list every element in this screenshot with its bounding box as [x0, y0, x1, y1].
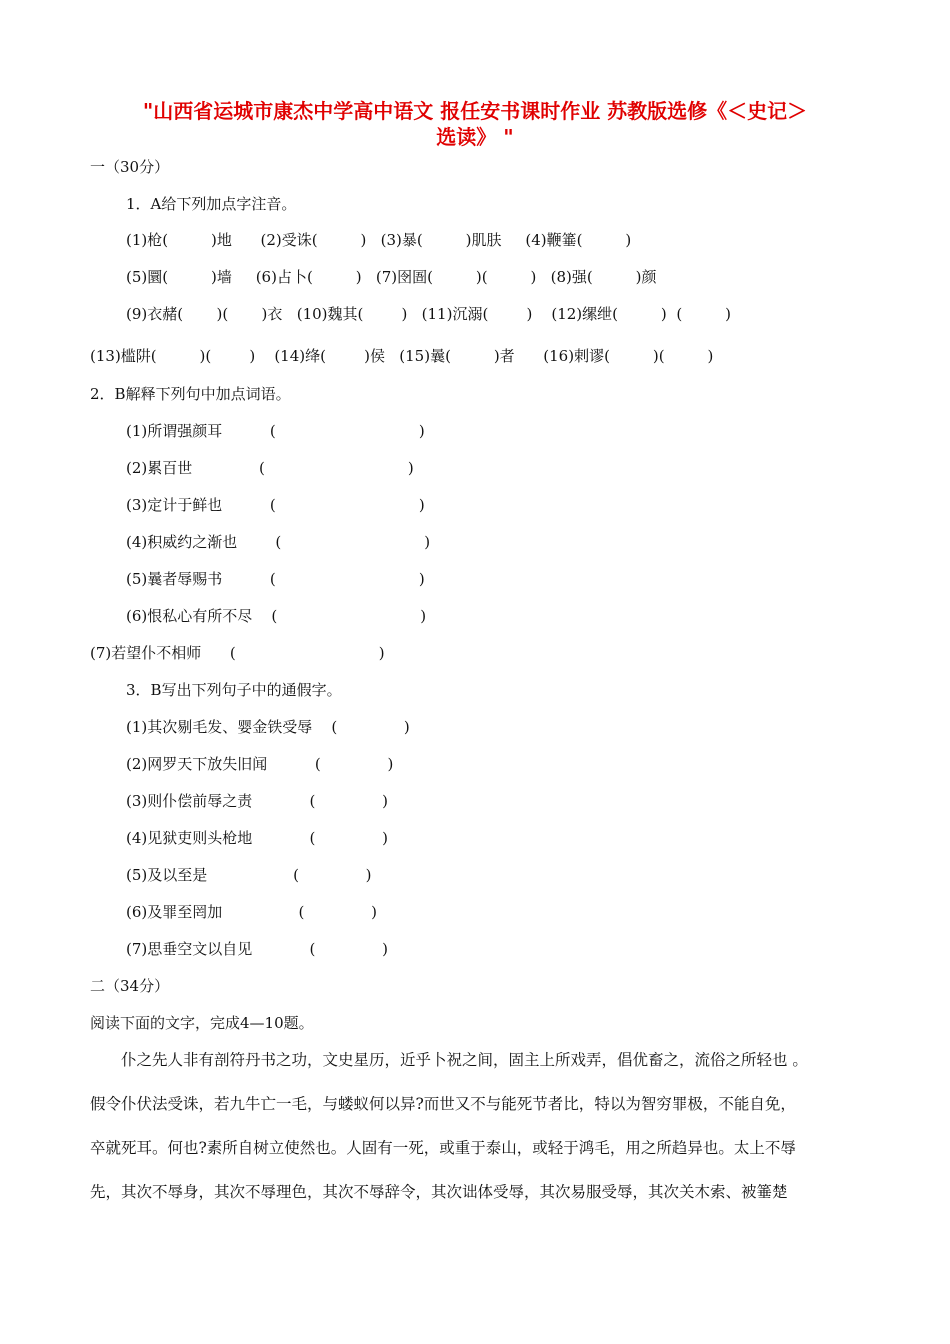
question-1-row-1: (1)枪( )地 (2)受诛( ) (3)暴( )肌肤 (4)鞭箠( ): [126, 231, 632, 249]
question-3-item-3: (3)则仆偿前辱之责 ( ): [126, 792, 388, 810]
question-3-item-2: (2)网罗天下放失旧闻 ( ): [126, 755, 394, 773]
passage-line-3: 卒就死耳。何也?素所自树立使然也。人固有一死，或重于泰山，或轻于鸿毛，用之所趋异也。太上不辱: [90, 1139, 796, 1157]
question-2-item-3: (3)定计于鲜也 ( ): [126, 496, 425, 514]
document-title-line-1: "山西省运城市康杰中学高中语文 报任安书课时作业 苏教版选修《＜史记＞: [142, 99, 808, 123]
passage-line-1: 仆之先人非有剖符丹书之功，文史星历，近乎卜祝之间，固主上所戏弄，倡优畜之，流俗之所轻也 。: [90, 1051, 808, 1069]
question-2-stem: 2．B解释下列句中加点词语。: [90, 385, 291, 403]
question-3-item-6: (6)及罪至罔加 ( ): [126, 903, 377, 921]
section-2-heading: 二（34分）: [90, 977, 170, 995]
question-1-row-3: (9)衣赭( )( )衣 (10)魏其( ) (11)沉溺( ) (12)缧绁( ) ( ): [126, 305, 731, 323]
question-3-item-4: (4)见狱吏则头枪地 ( ): [126, 829, 388, 847]
question-2-item-5: (5)曩者辱赐书 ( ): [126, 570, 425, 588]
question-3-stem: 3．B写出下列句子中的通假字。: [126, 681, 342, 699]
question-1-row-4: (13)槛阱( )( ) (14)绛( )侯 (15)曩( )者 (16)剌谬( )( ): [90, 347, 714, 365]
passage-line-4: 先，其次不辱身，其次不辱理色，其次不辱辞令，其次诎体受辱，其次易服受辱，其次关木索、被箠楚: [90, 1183, 788, 1201]
section-1-heading: 一（30分）: [90, 158, 170, 176]
question-2-item-2: (2)累百世 ( ): [126, 459, 414, 477]
section-2-instruction: 阅读下面的文字，完成4—10题。: [90, 1014, 314, 1032]
passage-line-2: 假令仆伏法受诛，若九牛亡一毛，与蝼蚁何以异?而世又不与能死节者比，特以为智穷罪极，不能自免，: [90, 1095, 796, 1113]
question-2-item-4: (4)积威约之渐也 ( ): [126, 533, 431, 551]
question-3-item-1: (1)其次剔毛发、婴金铁受辱 ( ): [126, 718, 410, 736]
question-1-row-2: (5)圜( )墙 (6)占卜( ) (7)囹圄( )( ) (8)强( )颜: [126, 268, 657, 286]
question-2-item-6: (6)恨私心有所不尽 ( ): [126, 607, 427, 625]
document-title-line-2: 选读》 ": [436, 125, 514, 149]
question-2-item-7: (7)若望仆不相师 ( ): [90, 644, 385, 662]
question-2-item-1: (1)所谓强颜耳 ( ): [126, 422, 425, 440]
question-1-stem: 1．A给下列加点字注音。: [126, 195, 297, 213]
question-3-item-5: (5)及以至是 ( ): [126, 866, 372, 884]
question-3-item-7: (7)思垂空文以自见 ( ): [126, 940, 388, 958]
